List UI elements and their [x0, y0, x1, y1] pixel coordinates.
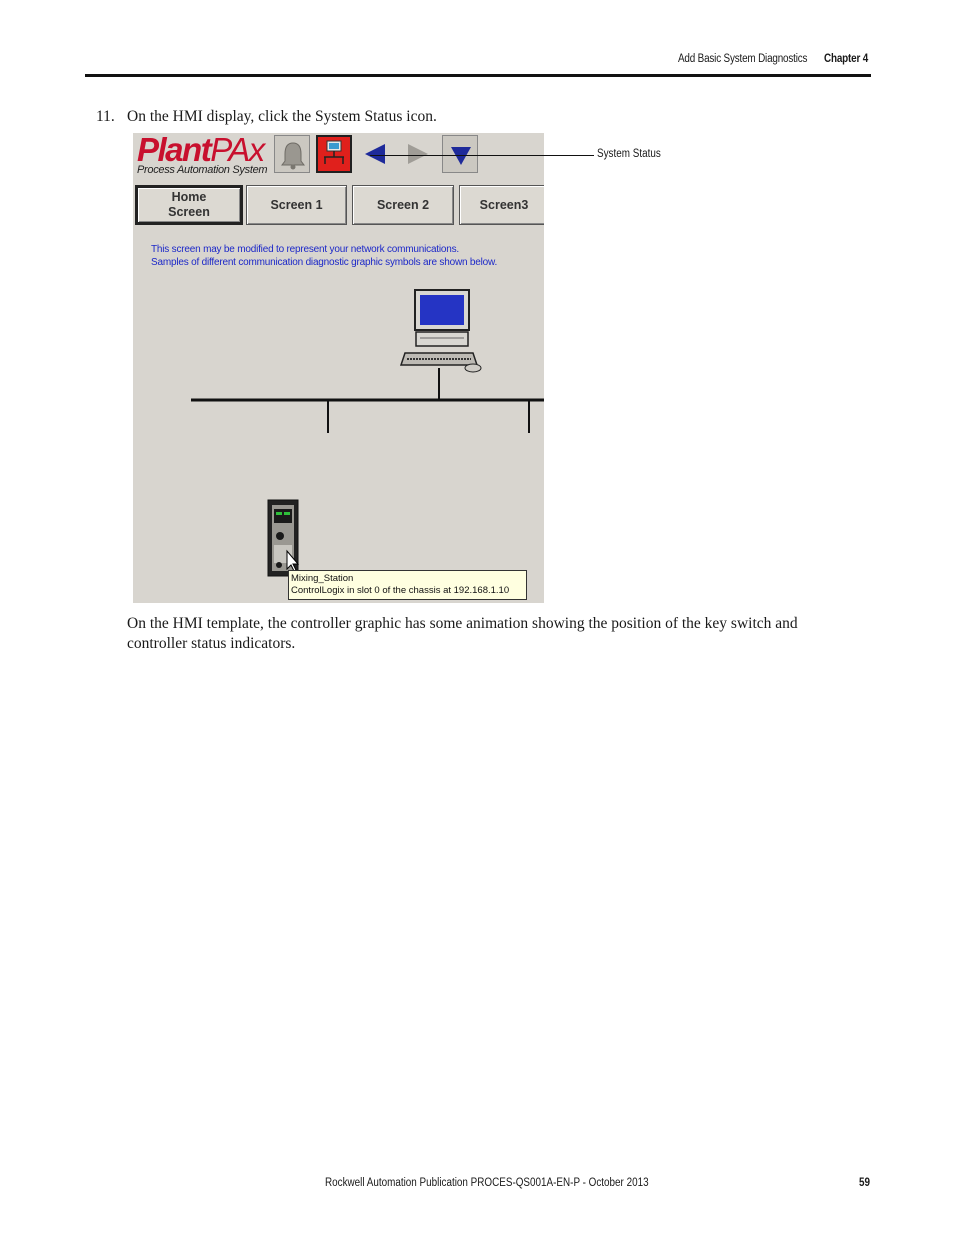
nav-home-screen-button[interactable]: Home Screen: [135, 185, 243, 225]
nav-screen-2-button[interactable]: Screen 2: [352, 185, 454, 225]
plantpax-logo: PlantPAx Process Automation System: [137, 133, 268, 176]
step-number: 11.: [96, 108, 115, 125]
hmi-screenshot: [133, 133, 544, 603]
running-header-title: Add Basic System Diagnostics: [678, 53, 808, 65]
controller-tooltip: Mixing_Station ControlLogix in slot 0 of the chassis at 192.168.1.10: [288, 570, 527, 600]
running-header-chapter: Chapter 4: [824, 53, 869, 65]
nav-screen-3-button[interactable]: Screen3: [459, 185, 544, 225]
header-rule: [85, 74, 871, 77]
step-text: On the HMI display, click the System Status icon.: [127, 108, 437, 125]
network-diagram: [133, 133, 544, 603]
body-paragraph: On the HMI template, the controller graphic has some animation showing the position of the key switch and controller status indicators.: [127, 615, 798, 652]
footer-publication: Rockwell Automation Publication PROCES-QS001A-EN-P - October 2013: [325, 1177, 649, 1189]
nav-screen-1-button[interactable]: Screen 1: [246, 185, 347, 225]
logo-subtitle: Process Automation System: [137, 164, 268, 176]
callout-leader-line: [370, 155, 594, 156]
workstation-computer-icon: [401, 290, 481, 372]
page-number: 59: [859, 1177, 871, 1189]
step-instruction: [96, 108, 437, 126]
callout-label: System Status: [597, 148, 661, 160]
screen-info-text: This screen may be modified to represent your network communications. Samples of different communication diagnostic graphic symbols are shown below.: [151, 244, 498, 268]
